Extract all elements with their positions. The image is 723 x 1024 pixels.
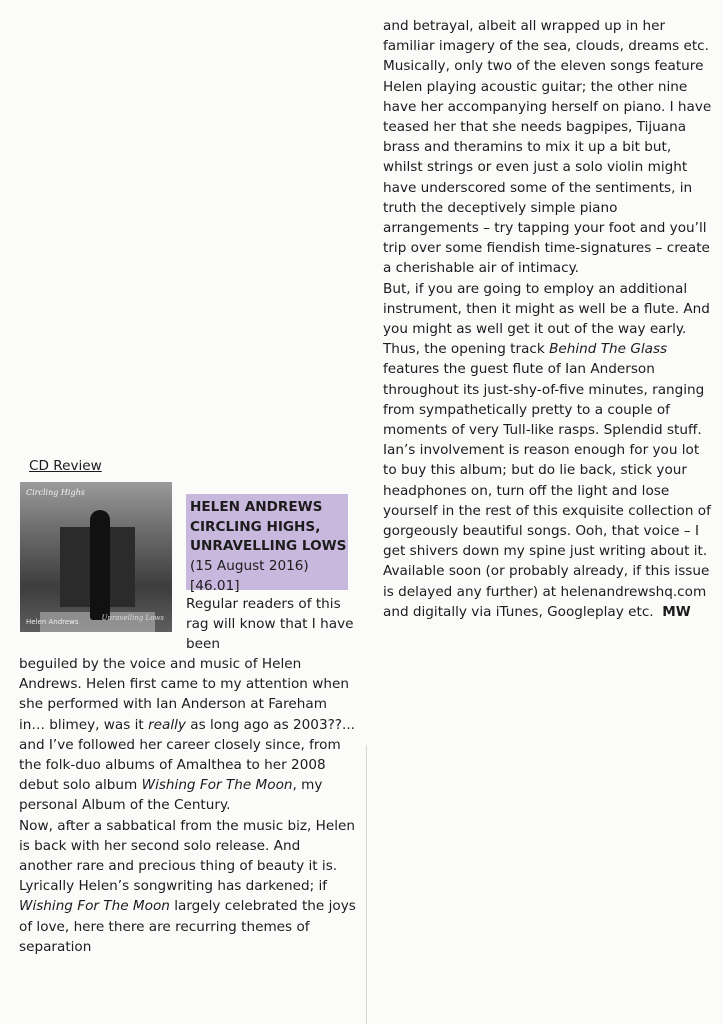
album-duration: [46.01] <box>190 578 240 594</box>
paragraph <box>383 279 713 441</box>
album-cover-image <box>20 482 172 632</box>
album-name: Wishing For The Moon <box>19 898 170 915</box>
paragraph <box>19 816 357 957</box>
paragraph <box>383 440 713 622</box>
column-divider <box>366 745 367 1024</box>
text-run: features the guest flute of Ian Anderson throughout its just-shy-of-five minutes, ranging from sympathetically pretty to a couple of moments of very Tull-like rasps. Splendid stuff. <box>383 361 705 439</box>
paragraph <box>19 654 357 816</box>
emphasis: really <box>148 716 186 733</box>
cover-artist: Helen Andrews <box>26 618 79 626</box>
right-column <box>383 16 713 622</box>
left-column <box>19 456 357 957</box>
cover-subtitle: Unravelling Lows <box>101 614 164 622</box>
section-label: CD Review <box>29 458 102 474</box>
cover-title: Circling Highs <box>26 488 85 497</box>
text-run: But, if you are going to employ an additional instrument, then it might as well be a flute. And you might as well get it out of the way early. Thus, the opening track <box>383 280 710 358</box>
release-info <box>190 556 309 596</box>
author-signature: MW <box>662 603 691 620</box>
review-header <box>19 480 357 656</box>
review-body-left <box>19 654 357 957</box>
album-name: Wishing For The Moon <box>141 777 293 794</box>
text-run: beguiled by the voice and music of Helen Andrews. Helen first came to my attention when she performed with Ian Anderson at Fareham in… blimey, was it <box>19 656 349 733</box>
text-run: Ian’s involvement is reason enough for you lot to buy this album; but do lie back, stick your headphones on, turn off the light and lose yourself in the rest of this exquisite collection of gorgeously beautiful songs. Ooh, that voice – I get shivers down my spine just writing about it. Available soon (or probably already, if this issue is delayed any further) at helenandrewshq.com and digitally via iTunes, Googleplay etc. <box>383 442 711 620</box>
intro-text: Regular readers of this rag will know that I have been <box>186 596 354 653</box>
text-run: as long ago as 2003??... and I’ve followed her career closely since, from the folk-duo albums of Amalthea to her 2008 debut solo album <box>19 716 355 794</box>
release-date: (15 August 2016) <box>190 558 309 574</box>
text-run: , my personal Album of the Century. <box>19 777 323 814</box>
text-run: Now, after a sabbatical from the music biz, Helen is back with her second solo release. And another rare and precious thing of beauty it is. Lyrically Helen’s songwriting has darkened; if <box>19 817 356 895</box>
cover-figure <box>90 510 110 620</box>
text-run: largely celebrated the joys of love, here there are recurring themes of separation <box>19 898 356 955</box>
track-name: Behind The Glass <box>549 341 668 358</box>
review-title: HELEN ANDREWS CIRCLING HIGHS, UNRAVELLING LOWS <box>190 499 347 554</box>
paragraph: and betrayal, albeit all wrapped up in her familiar imagery of the sea, clouds, dreams etc. Musically, only two of the eleven songs feature Helen playing acoustic guitar; the other nine have her accompanying herself on piano. I have teased her that she needs bagpipes, Tijuana brass and theramins to mix it up a bit but, whilst strings or even just a solo violin might have underscored some of the sentiments, in truth the deceptively simple piano arrangements – try tapping your foot and you’ll trip over some fiendish time-signatures – create a cherishable air of intimacy. <box>383 18 712 277</box>
